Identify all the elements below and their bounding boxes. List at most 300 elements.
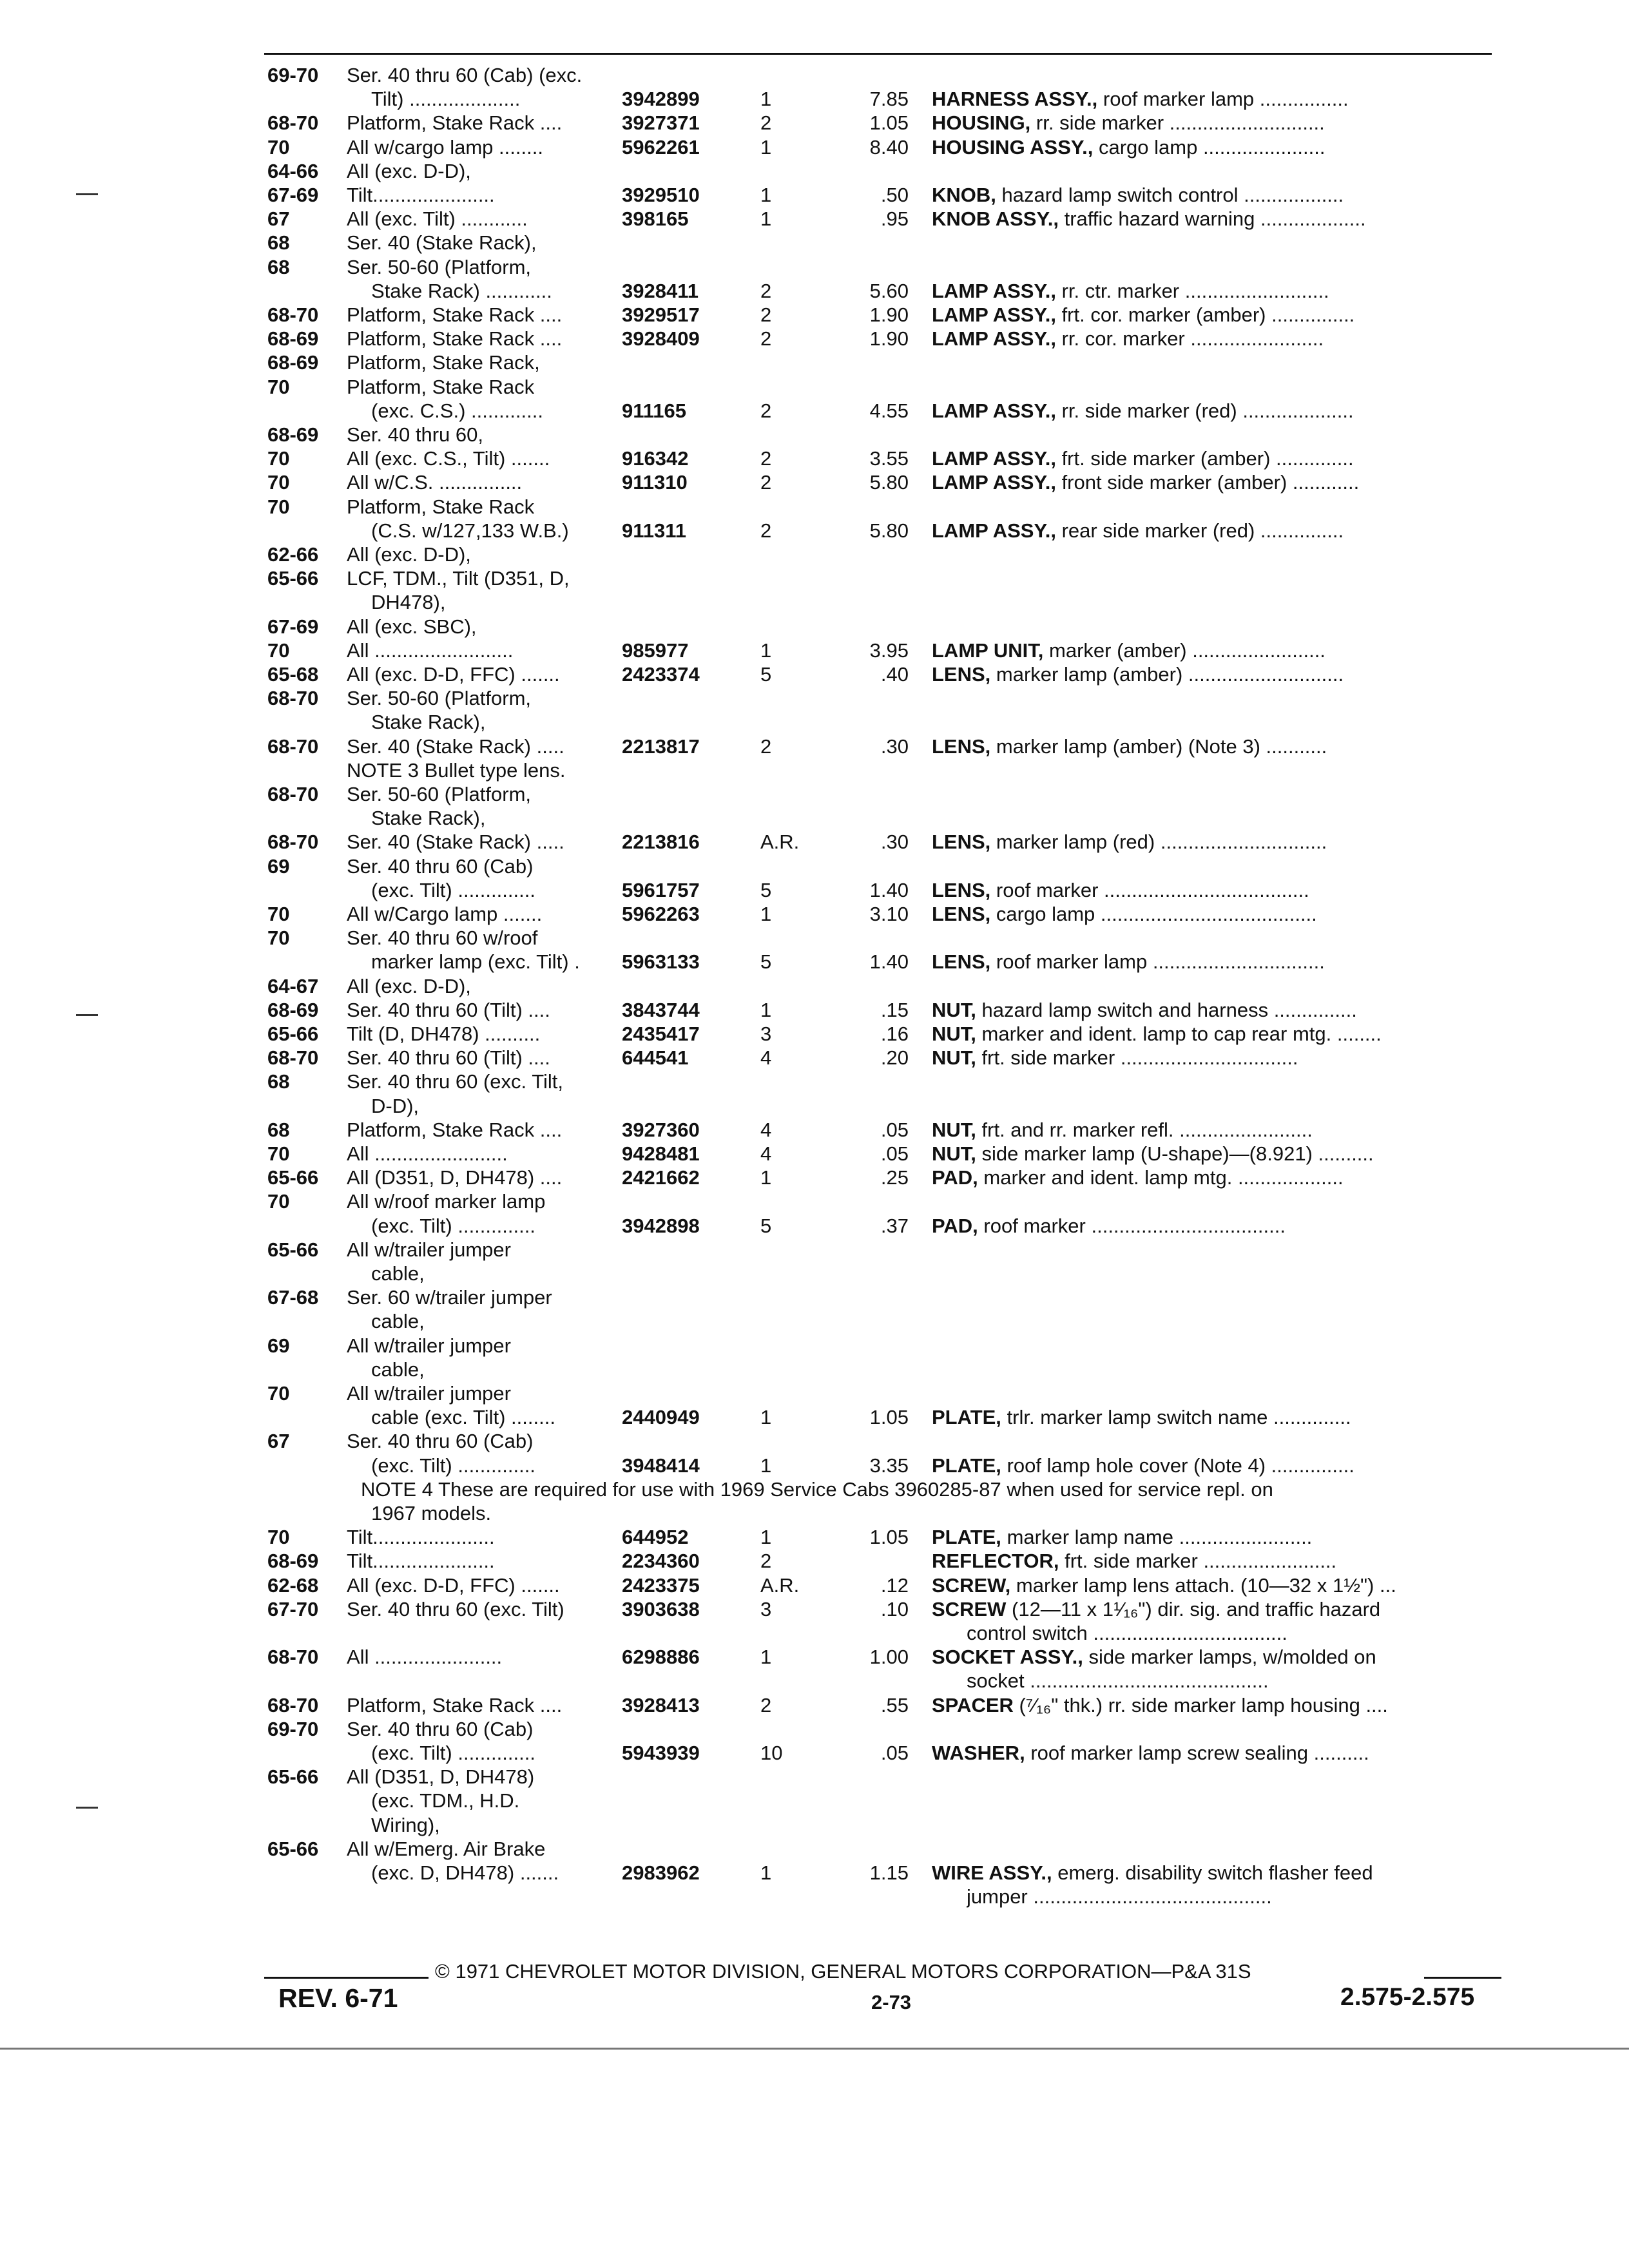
application: LCF, TDM., Tilt (D351, D, <box>347 567 570 590</box>
list-price: 1.15 <box>869 1861 909 1884</box>
part-row <box>0 519 1629 543</box>
part-detail: cargo lamp ....................................... <box>996 903 1317 925</box>
part-detail: roof lamp hole cover (Note 4) ............... <box>1007 1454 1354 1477</box>
part-description <box>932 1166 1505 1190</box>
part-row <box>0 1022 1629 1046</box>
quantity: 4 <box>760 1142 772 1165</box>
application: Ser. 40 thru 60 (Tilt) .... <box>347 999 550 1021</box>
part-detail: marker and ident. lamp to cap rear mtg. ........ <box>981 1023 1382 1045</box>
part-detail: frt. side marker ........................ <box>1065 1550 1337 1572</box>
list-price: 8.40 <box>869 136 909 159</box>
part-number: 2440949 <box>622 1406 700 1428</box>
part-name: SCREW, <box>932 1574 1011 1597</box>
part-description <box>932 878 1505 903</box>
part-detail: hazard lamp switch and harness ............... <box>981 999 1357 1021</box>
part-row <box>0 1429 1629 1454</box>
part-detail: traffic hazard warning ................... <box>1064 207 1366 230</box>
part-name: LENS, <box>932 735 991 758</box>
part-detail: rr. side marker (red) .................... <box>1061 399 1354 422</box>
application: Ser. 50-60 (Platform, <box>347 687 532 709</box>
model-years: 68-70 <box>267 303 319 326</box>
list-price: 1.05 <box>869 1406 909 1428</box>
model-years: 68 <box>267 256 290 278</box>
part-row <box>0 1789 1629 1813</box>
part-row <box>0 135 1629 160</box>
part-description <box>932 950 1505 974</box>
list-price: 1.90 <box>869 327 909 350</box>
application: Tilt...................... <box>347 184 495 206</box>
part-number: 911165 <box>622 399 687 422</box>
list-price: 3.35 <box>869 1454 909 1477</box>
part-number: 3928409 <box>622 327 700 350</box>
model-years: 70 <box>267 1190 290 1213</box>
part-number: 6298886 <box>622 1646 700 1668</box>
application: All (exc. D-D), <box>347 975 471 997</box>
part-row <box>0 878 1629 903</box>
quantity: A.R. <box>760 1574 800 1597</box>
application: Tilt...................... <box>347 1526 495 1548</box>
quantity: 1 <box>760 207 772 230</box>
part-description <box>932 111 1505 135</box>
list-price: 1.40 <box>869 950 909 973</box>
part-detail: marker lamp lens attach. (10—32 x 1½") ... <box>1016 1574 1396 1597</box>
list-price: .05 <box>880 1742 909 1764</box>
part-row <box>0 1693 1629 1718</box>
application: Ser. 40 (Stake Rack) ..... <box>347 735 564 758</box>
application: NOTE 4 These are required for use with 1969 Service Cabs 3960285-87 when used for service repl. on <box>361 1478 1273 1501</box>
part-number: 398165 <box>622 207 689 230</box>
part-name: LENS, <box>932 903 991 925</box>
part-description <box>932 447 1505 471</box>
part-row <box>0 1070 1629 1094</box>
part-row <box>0 1525 1629 1550</box>
part-description <box>932 735 1505 759</box>
application: All ........................ <box>347 1142 508 1165</box>
part-row <box>0 183 1629 207</box>
part-description <box>932 1861 1505 1885</box>
model-years: 65-66 <box>267 1838 319 1860</box>
part-description <box>967 1885 1540 1909</box>
part-description <box>932 1573 1505 1598</box>
part-description <box>967 1669 1540 1693</box>
quantity: A.R. <box>760 831 800 853</box>
part-description <box>932 1597 1505 1622</box>
part-row <box>0 1214 1629 1238</box>
part-row <box>0 470 1629 495</box>
model-years: 70 <box>267 927 290 949</box>
part-name: NUT, <box>932 1023 976 1045</box>
part-detail: frt. side marker ................................ <box>981 1046 1298 1069</box>
part-row <box>0 782 1629 807</box>
part-detail: emerg. disability switch flasher feed <box>1057 1861 1373 1884</box>
application: 1967 models. <box>371 1502 492 1524</box>
part-description <box>932 303 1505 327</box>
application: Wiring), <box>371 1814 440 1836</box>
page-number: 2-73 <box>871 1991 912 2013</box>
part-row <box>0 87 1629 111</box>
part-description <box>932 902 1505 927</box>
model-years: 70 <box>267 1142 290 1165</box>
application: Ser. 40 thru 60 (Tilt) .... <box>347 1046 550 1069</box>
part-detail: side marker lamps, w/molded on <box>1088 1646 1376 1668</box>
model-years: 68-70 <box>267 1646 319 1668</box>
part-row <box>0 1285 1629 1310</box>
model-years: 70 <box>267 1526 290 1548</box>
part-description <box>932 470 1505 495</box>
quantity: 2 <box>760 1550 772 1572</box>
part-row <box>0 111 1629 135</box>
model-years: 68-70 <box>267 831 319 853</box>
part-number: 2423374 <box>622 663 700 686</box>
part-description <box>932 1693 1505 1718</box>
part-name: HOUSING ASSY., <box>932 136 1094 159</box>
application: Platform, Stake Rack .... <box>347 111 563 134</box>
application: Ser. 40 thru 60 w/roof <box>347 927 538 949</box>
application: Stake Rack), <box>371 807 486 829</box>
part-row <box>0 1309 1629 1334</box>
part-description <box>967 1621 1540 1646</box>
application: All w/cargo lamp ........ <box>347 136 543 159</box>
part-number: 644952 <box>622 1526 689 1548</box>
list-price: .05 <box>880 1119 909 1141</box>
part-description <box>932 998 1505 1023</box>
quantity: 2 <box>760 399 772 422</box>
part-name: LAMP ASSY., <box>932 303 1056 326</box>
application: All w/Cargo lamp ....... <box>347 903 543 925</box>
application: Platform, Stake Rack <box>347 495 535 518</box>
list-price: .37 <box>880 1215 909 1237</box>
part-description <box>932 207 1505 231</box>
quantity: 1 <box>760 184 772 206</box>
model-years: 70 <box>267 447 290 470</box>
model-years: 70 <box>267 136 290 159</box>
part-row <box>0 207 1629 231</box>
list-price: 5.80 <box>869 519 909 542</box>
part-name: LAMP ASSY., <box>932 280 1056 302</box>
part-row <box>0 63 1629 88</box>
quantity: 1 <box>760 1646 772 1668</box>
application: All (exc. D-D, FFC) ....... <box>347 663 560 686</box>
part-name: NUT, <box>932 1119 976 1141</box>
part-description <box>932 279 1505 303</box>
model-years: 68-69 <box>267 327 319 350</box>
application: All (exc. D-D, FFC) ....... <box>347 1574 560 1597</box>
part-description <box>932 1142 1505 1166</box>
application: (exc. D, DH478) ....... <box>371 1861 559 1884</box>
part-row <box>0 1837 1629 1861</box>
part-row <box>0 255 1629 280</box>
application: DH478), <box>371 591 446 613</box>
part-row <box>0 950 1629 974</box>
part-detail: roof marker ................................... <box>983 1215 1286 1237</box>
part-name: LAMP ASSY., <box>932 447 1056 470</box>
part-name: NUT, <box>932 1046 976 1069</box>
part-row <box>0 566 1629 591</box>
part-row <box>0 1118 1629 1142</box>
application: All w/Emerg. Air Brake <box>347 1838 546 1860</box>
application: (exc. Tilt) .............. <box>371 1454 535 1477</box>
part-description <box>932 1214 1505 1238</box>
part-detail: front side marker (amber) ............ <box>1061 471 1360 494</box>
application: (exc. Tilt) .............. <box>371 1215 535 1237</box>
quantity: 1 <box>760 999 772 1021</box>
part-name: WIRE ASSY., <box>932 1861 1052 1884</box>
model-years: 68-69 <box>267 423 319 446</box>
list-price: 1.05 <box>869 111 909 134</box>
part-number: 2435417 <box>622 1023 700 1045</box>
application: Ser. 40 thru 60 (Cab) <box>347 1718 534 1740</box>
application: All (exc. C.S., Tilt) ....... <box>347 447 550 470</box>
part-name: PAD, <box>932 1166 978 1189</box>
part-number: 2213817 <box>622 735 700 758</box>
part-detail: roof marker lamp ............................... <box>996 950 1325 973</box>
part-detail: rr. cor. marker ........................ <box>1061 327 1324 350</box>
part-description <box>932 830 1505 854</box>
application: cable, <box>371 1262 425 1285</box>
model-years: 70 <box>267 495 290 518</box>
quantity: 5 <box>760 663 772 686</box>
part-name: NUT, <box>932 1142 976 1165</box>
part-row <box>0 1358 1629 1382</box>
part-detail: socket ........................................... <box>967 1669 1269 1692</box>
list-price: .30 <box>880 735 909 758</box>
application: Tilt...................... <box>347 1550 495 1572</box>
part-row <box>0 1189 1629 1214</box>
part-number: 3948414 <box>622 1454 700 1477</box>
model-years: 69-70 <box>267 1718 319 1740</box>
part-name: KNOB, <box>932 184 996 206</box>
application: All (D351, D, DH478) .... <box>347 1166 563 1189</box>
application: All (D351, D, DH478) <box>347 1765 535 1788</box>
part-detail: marker lamp (amber) (Note 3) ........... <box>996 735 1327 758</box>
part-name: WASHER, <box>932 1742 1025 1764</box>
quantity: 2 <box>760 735 772 758</box>
application: Stake Rack), <box>371 711 486 733</box>
part-description <box>932 87 1505 111</box>
part-row <box>0 1645 1629 1669</box>
application: cable, <box>371 1358 425 1381</box>
model-years: 64-66 <box>267 160 319 182</box>
model-years: 69 <box>267 1334 290 1357</box>
part-name: PAD, <box>932 1215 978 1237</box>
part-row <box>0 902 1629 927</box>
model-years: 69-70 <box>267 64 319 86</box>
application: Ser. 40 thru 60 (Cab) <box>347 855 534 878</box>
model-years: 70 <box>267 639 290 662</box>
model-years: 68-70 <box>267 735 319 758</box>
part-number: 2423375 <box>622 1574 700 1597</box>
model-years: 65-66 <box>267 1765 319 1788</box>
quantity: 2 <box>760 327 772 350</box>
model-years: 68-70 <box>267 1046 319 1069</box>
part-detail: cargo lamp ...................... <box>1098 136 1325 159</box>
model-years: 68-69 <box>267 351 319 374</box>
part-row <box>0 1238 1629 1262</box>
part-name: LAMP ASSY., <box>932 471 1056 494</box>
part-description <box>932 1525 1505 1550</box>
part-number: 3942898 <box>622 1215 700 1237</box>
list-price: 1.90 <box>869 303 909 326</box>
quantity: 2 <box>760 1694 772 1716</box>
part-row <box>0 1741 1629 1765</box>
part-row <box>0 710 1629 735</box>
quantity: 1 <box>760 639 772 662</box>
quantity: 4 <box>760 1119 772 1141</box>
application: Ser. 40 (Stake Rack), <box>347 231 537 254</box>
part-row <box>0 231 1629 255</box>
quantity: 1 <box>760 1526 772 1548</box>
part-row <box>0 662 1629 687</box>
part-name: LAMP ASSY., <box>932 519 1056 542</box>
part-detail: frt. and rr. marker refl. ........................ <box>981 1119 1313 1141</box>
part-number: 3929510 <box>622 184 700 206</box>
part-detail: (⁷⁄₁₆" thk.) rr. side marker lamp housing .... <box>1019 1694 1388 1716</box>
part-row <box>0 806 1629 831</box>
application: All w/C.S. ............... <box>347 471 523 494</box>
part-name: KNOB ASSY., <box>932 207 1059 230</box>
quantity: 3 <box>760 1598 772 1620</box>
model-years: 68-69 <box>267 1550 319 1572</box>
part-description <box>932 1118 1505 1142</box>
model-years: 68 <box>267 1119 290 1141</box>
part-row <box>0 998 1629 1023</box>
model-years: 62-68 <box>267 1574 319 1597</box>
part-row <box>0 351 1629 375</box>
part-number: 916342 <box>622 447 689 470</box>
part-description <box>932 135 1505 160</box>
part-row <box>0 830 1629 854</box>
application: Ser. 40 thru 60 (Cab) <box>347 1430 534 1452</box>
part-detail: marker lamp name ........................ <box>1007 1526 1313 1548</box>
part-number: 911310 <box>622 471 688 494</box>
application: Platform, Stake Rack .... <box>347 327 563 350</box>
part-number: 5963133 <box>622 950 700 973</box>
list-price: .15 <box>880 999 909 1021</box>
model-years: 67-70 <box>267 1598 319 1620</box>
part-detail: frt. side marker (amber) .............. <box>1061 447 1354 470</box>
part-row <box>0 1597 1629 1622</box>
part-detail: rr. side marker ............................ <box>1036 111 1325 134</box>
part-row <box>0 1621 1629 1646</box>
part-name: SOCKET ASSY., <box>932 1646 1083 1668</box>
model-years: 68 <box>267 1070 290 1093</box>
part-number: 911311 <box>622 519 687 542</box>
part-name: SPACER <box>932 1694 1014 1716</box>
part-number: 5962263 <box>622 903 700 925</box>
section-number: 2.575-2.575 <box>1340 1983 1475 2011</box>
part-number: 5962261 <box>622 136 700 159</box>
part-number: 2234360 <box>622 1550 700 1572</box>
part-row <box>0 1405 1629 1430</box>
list-price: 3.55 <box>869 447 909 470</box>
part-detail: jumper ........................................... <box>967 1885 1272 1908</box>
application: (exc. C.S.) ............. <box>371 399 543 422</box>
part-description <box>932 1405 1505 1430</box>
list-price: .16 <box>880 1023 909 1045</box>
quantity: 5 <box>760 950 772 973</box>
part-detail: marker (amber) ........................ <box>1049 639 1325 662</box>
part-row <box>0 495 1629 519</box>
quantity: 5 <box>760 879 772 901</box>
part-number: 9428481 <box>622 1142 700 1165</box>
quantity: 1 <box>760 1166 772 1189</box>
part-name: LAMP UNIT, <box>932 639 1044 662</box>
model-years: 65-66 <box>267 1023 319 1045</box>
part-row <box>0 1549 1629 1573</box>
model-years: 62-66 <box>267 543 319 566</box>
part-detail: roof marker lamp screw sealing .......... <box>1030 1742 1369 1764</box>
application: cable (exc. Tilt) ........ <box>371 1406 555 1428</box>
part-row <box>0 303 1629 327</box>
list-price: .05 <box>880 1142 909 1165</box>
application: Tilt (D, DH478) .......... <box>347 1023 541 1045</box>
part-detail: rear side marker (red) ............... <box>1061 519 1344 542</box>
part-row <box>0 1861 1629 1885</box>
quantity: 5 <box>760 1215 772 1237</box>
part-number: 3928413 <box>622 1694 700 1716</box>
list-price: .95 <box>880 207 909 230</box>
quantity: 1 <box>760 1861 772 1884</box>
application: cable, <box>371 1310 425 1332</box>
part-name: LENS, <box>932 663 991 686</box>
part-row <box>0 974 1629 999</box>
application: (C.S. w/127,133 W.B.) <box>371 519 569 542</box>
part-name: REFLECTOR, <box>932 1550 1059 1572</box>
part-number: 3927371 <box>622 111 700 134</box>
application: All w/trailer jumper <box>347 1334 511 1357</box>
application: All w/trailer jumper <box>347 1238 511 1261</box>
part-description <box>932 183 1505 207</box>
application: Platform, Stake Rack <box>347 376 535 398</box>
part-name: PLATE, <box>932 1454 1001 1477</box>
part-detail: frt. cor. marker (amber) ............... <box>1061 303 1355 326</box>
list-price: 1.00 <box>869 1646 909 1668</box>
list-price: 1.05 <box>869 1526 909 1548</box>
quantity: 2 <box>760 519 772 542</box>
model-years: 68 <box>267 231 290 254</box>
model-years: 70 <box>267 376 290 398</box>
part-description <box>932 399 1505 423</box>
part-row <box>0 543 1629 567</box>
model-years: 68-70 <box>267 1694 319 1716</box>
application: (exc. Tilt) .............. <box>371 1742 535 1764</box>
part-row <box>0 1094 1629 1119</box>
list-price: 4.55 <box>869 399 909 422</box>
part-name: LENS, <box>932 831 991 853</box>
part-row <box>0 1669 1629 1693</box>
part-number: 644541 <box>622 1046 689 1069</box>
application: NOTE 3 Bullet type lens. <box>347 759 566 782</box>
copyright-text: © 1971 CHEVROLET MOTOR DIVISION, GENERAL MOTORS CORPORATION—P&A 31S <box>435 1960 1251 1983</box>
part-description <box>932 662 1505 687</box>
application: Tilt) .................... <box>371 88 521 110</box>
part-row <box>0 1765 1629 1789</box>
quantity: 2 <box>760 280 772 302</box>
application: All w/roof marker lamp <box>347 1190 546 1213</box>
part-detail: hazard lamp switch control .................. <box>1001 184 1344 206</box>
quantity: 2 <box>760 471 772 494</box>
model-years: 68-69 <box>267 999 319 1021</box>
part-description <box>932 1022 1505 1046</box>
application: Platform, Stake Rack .... <box>347 1119 563 1141</box>
application: marker lamp (exc. Tilt) . <box>371 950 580 973</box>
model-years: 68-70 <box>267 783 319 805</box>
application: Ser. 40 thru 60, <box>347 423 483 446</box>
part-number: 2983962 <box>622 1861 700 1884</box>
list-price: 1.40 <box>869 879 909 901</box>
application: Platform, Stake Rack, <box>347 351 540 374</box>
part-name: SCREW <box>932 1598 1007 1620</box>
